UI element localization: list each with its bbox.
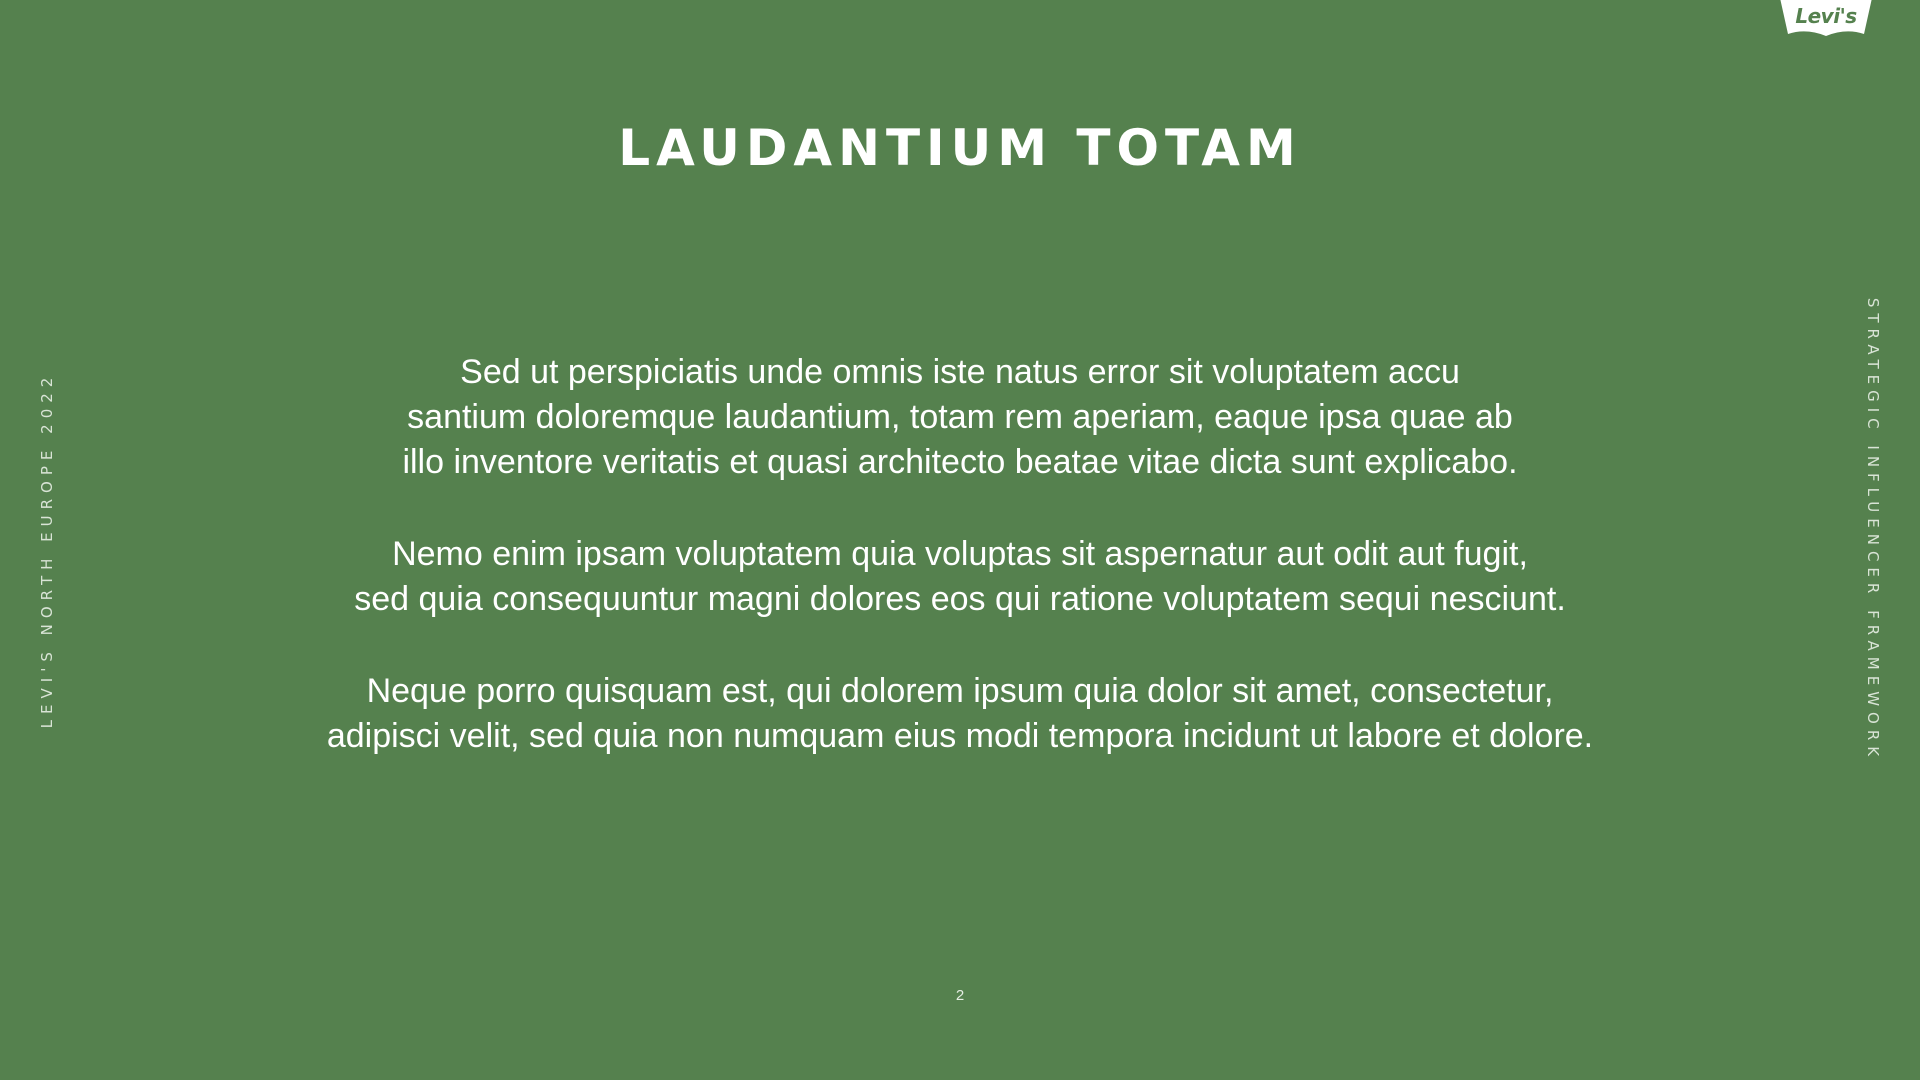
registered-mark: ® <box>1859 0 1871 11</box>
slide-title: LAUDANTIUM TOTAM <box>618 119 1302 177</box>
body-paragraph-3: Neque porro quisquam est, qui dolorem ipsum quia dolor sit amet, consectetur, adipisci velit, sed quia non numquam eius modi tempora incidunt ut labore et dolore. <box>326 672 1594 755</box>
body-paragraph-1: Sed ut perspiciatis unde omnis iste natus error sit voluptatem accu santium doloremque laudantium, totam rem aperiam, eaque ipsa quae ab illo inventore veritatis et quasi architecto beatae vitae dicta sunt explicabo. <box>402 353 1518 481</box>
levis-logo <box>1776 0 1876 44</box>
side-label-left: LEVI'S NORTH EUROPE 2022 <box>38 371 56 729</box>
side-label-right: STRATEGIC INFLUENCER FRAMEWORK <box>1864 297 1882 763</box>
slide-body <box>160 350 1760 806</box>
body-paragraph-2: Nemo enim ipsam voluptatem quia voluptas sit aspernatur aut odit aut fugit, sed quia consequuntur magni dolores eos qui ratione voluptatem sequi nesciunt. <box>354 535 1566 618</box>
page-number: 2 <box>955 987 965 1004</box>
logo-wordmark: Levi's <box>1795 4 1857 28</box>
